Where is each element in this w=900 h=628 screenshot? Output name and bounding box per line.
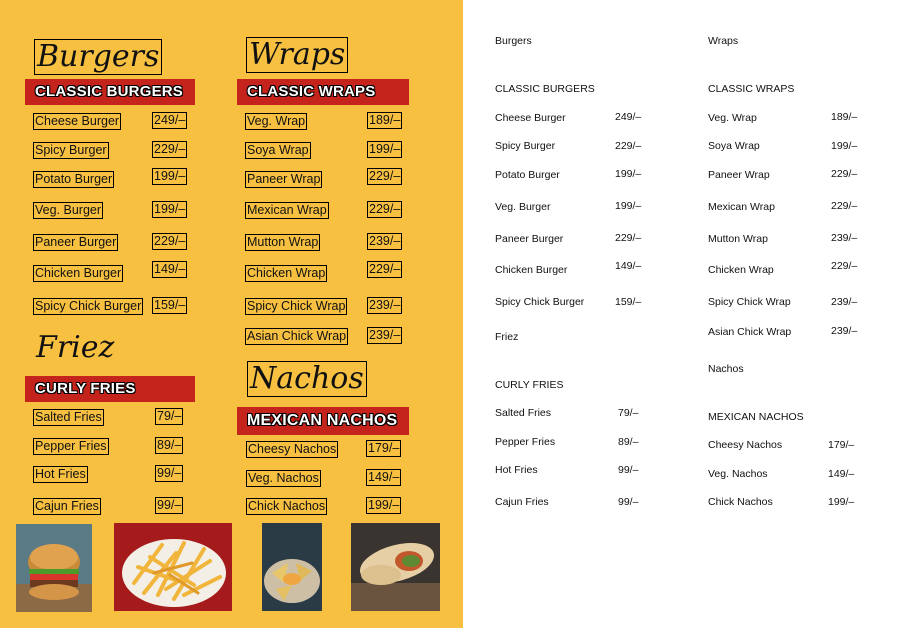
right-mexican-nachos-label: MEXICAN NACHOS <box>708 411 804 423</box>
curly-fries-banner <box>25 376 195 402</box>
right-burger-item-price: 199/– <box>615 168 642 180</box>
right-wrap-item-price: 229/– <box>831 200 858 212</box>
wrap-item-price: 199/– <box>369 142 401 156</box>
burger-item-price: 249/– <box>154 113 186 127</box>
burger-item-price: 229/– <box>154 142 186 156</box>
nachos-item-name: Veg. Nachos <box>248 471 319 485</box>
right-nachos-item-price: 179/– <box>828 439 855 451</box>
right-fries-item-name: Pepper Fries <box>495 436 556 448</box>
wrap-item-price: 189/– <box>369 113 401 127</box>
right-wrap-item-price: 229/– <box>831 260 858 272</box>
burger-item-name: Spicy Burger <box>35 143 107 157</box>
right-classic-burgers-label: CLASSIC BURGERS <box>495 83 595 95</box>
right-nachos-item-price: 149/– <box>828 468 855 480</box>
right-friez-title: Friez <box>495 331 519 343</box>
wrap-item-name: Mexican Wrap <box>247 203 327 217</box>
wrap-item-name: Paneer Wrap <box>247 172 321 186</box>
right-burger-item-price: 229/– <box>615 232 642 244</box>
fries-item-price: 99/– <box>157 498 182 512</box>
right-burger-item-price: 229/– <box>615 140 642 152</box>
wrap-item-name: Veg. Wrap <box>247 114 306 128</box>
wrap-photo <box>351 523 440 611</box>
right-wraps-title: Wraps <box>708 35 739 47</box>
right-wrap-item-name: Mexican Wrap <box>708 201 775 213</box>
right-curly-fries-label: CURLY FRIES <box>495 379 564 391</box>
classic-wraps-banner <box>237 79 409 105</box>
right-wrap-item-name: Soya Wrap <box>708 140 760 152</box>
right-fries-item-name: Salted Fries <box>495 407 552 419</box>
right-wrap-item-name: Paneer Wrap <box>708 169 770 181</box>
burger-item-name: Cheese Burger <box>35 114 120 128</box>
burger-photo <box>16 524 92 612</box>
wrap-item-price: 239/– <box>369 328 401 342</box>
wrap-item-name: Chicken Wrap <box>247 266 326 280</box>
burger-item-name: Chicken Burger <box>35 266 122 280</box>
burger-item-name: Potato Burger <box>35 172 113 186</box>
right-wrap-item-name: Mutton Wrap <box>708 233 768 245</box>
wrap-item-price: 239/– <box>369 234 401 248</box>
nachos-item-price: 149/– <box>368 470 400 484</box>
menu-page-right <box>463 0 900 628</box>
classic-wraps-label: CLASSIC WRAPS <box>247 83 376 100</box>
right-burger-item-name: Spicy Chick Burger <box>495 296 585 308</box>
burger-item-name: Spicy Chick Burger <box>35 299 142 313</box>
right-wrap-item-price: 239/– <box>831 232 858 244</box>
fries-item-name: Cajun Fries <box>35 499 99 513</box>
right-nachos-item-name: Veg. Nachos <box>708 468 768 480</box>
nachos-item-name: Cheesy Nachos <box>248 442 337 456</box>
right-burger-item-name: Paneer Burger <box>495 233 564 245</box>
burger-item-price: 229/– <box>154 234 186 248</box>
classic-burgers-banner <box>25 79 195 105</box>
right-nachos-item-name: Chick Nachos <box>708 496 773 508</box>
wraps-title: Wraps <box>246 37 348 73</box>
burger-item-name: Paneer Burger <box>35 235 117 249</box>
fries-item-price: 89/– <box>157 438 182 452</box>
right-burger-item-price: 249/– <box>615 111 642 123</box>
right-nachos-title: Nachos <box>708 363 744 375</box>
classic-burgers-label: CLASSIC BURGERS <box>35 83 184 100</box>
wrap-item-name: Mutton Wrap <box>247 235 319 249</box>
right-burger-item-price: 199/– <box>615 200 642 212</box>
fries-item-name: Hot Fries <box>35 467 86 481</box>
right-wrap-item-name: Asian Chick Wrap <box>708 326 792 338</box>
right-wrap-item-price: 229/– <box>831 168 858 180</box>
right-burger-item-name: Chicken Burger <box>495 264 568 276</box>
wrap-item-name: Spicy Chick Wrap <box>247 299 346 313</box>
right-fries-item-price: 89/– <box>618 436 639 448</box>
right-burger-item-price: 159/– <box>615 296 642 308</box>
burger-item-price: 199/– <box>154 169 186 183</box>
fries-item-name: Pepper Fries <box>35 439 107 453</box>
nachos-title: Nachos <box>247 361 367 397</box>
right-wrap-item-price: 239/– <box>831 325 858 337</box>
right-burger-item-name: Potato Burger <box>495 169 560 181</box>
wrap-item-price: 239/– <box>369 298 401 312</box>
right-nachos-item-name: Cheesy Nachos <box>708 439 783 451</box>
right-fries-item-name: Cajun Fries <box>495 496 549 508</box>
right-classic-wraps-label: CLASSIC WRAPS <box>708 83 795 95</box>
nachos-photo <box>262 523 322 611</box>
right-wrap-item-name: Chicken Wrap <box>708 264 774 276</box>
nachos-item-name: Chick Nachos <box>248 499 326 513</box>
right-burger-item-name: Spicy Burger <box>495 140 556 152</box>
right-wrap-item-name: Spicy Chick Wrap <box>708 296 791 308</box>
mexican-nachos-label: MEXICAN NACHOS <box>247 412 398 429</box>
right-wrap-item-name: Veg. Wrap <box>708 112 757 124</box>
burger-item-price: 159/– <box>154 298 186 312</box>
wrap-item-price: 229/– <box>369 169 401 183</box>
burger-item-price: 199/– <box>154 202 186 216</box>
right-fries-item-price: 99/– <box>618 496 639 508</box>
right-fries-item-name: Hot Fries <box>495 464 538 476</box>
right-wrap-item-price: 189/– <box>831 111 858 123</box>
fries-item-price: 99/– <box>157 466 182 480</box>
burger-item-name: Veg. Burger <box>35 203 102 217</box>
right-burgers-title: Burgers <box>495 35 532 47</box>
right-burger-item-name: Veg. Burger <box>495 201 551 213</box>
wrap-item-name: Soya Wrap <box>247 143 309 157</box>
fries-item-name: Salted Fries <box>35 410 102 424</box>
right-fries-item-price: 99/– <box>618 464 639 476</box>
right-burger-item-price: 149/– <box>615 260 642 272</box>
nachos-item-price: 179/– <box>368 441 400 455</box>
right-wrap-item-price: 199/– <box>831 140 858 152</box>
burgers-title: Burgers <box>34 39 162 75</box>
right-wrap-item-price: 239/– <box>831 296 858 308</box>
fries-photo <box>114 523 232 611</box>
wrap-item-price: 229/– <box>369 262 401 276</box>
fries-item-price: 79/– <box>157 409 182 423</box>
wrap-item-price: 229/– <box>369 202 401 216</box>
right-fries-item-price: 79/– <box>618 407 639 419</box>
wrap-item-name: Asian Chick Wrap <box>247 329 347 343</box>
mexican-nachos-banner <box>237 407 409 435</box>
right-nachos-item-price: 199/– <box>828 496 855 508</box>
curly-fries-label: CURLY FRIES <box>35 380 136 397</box>
right-burger-item-name: Cheese Burger <box>495 112 566 124</box>
nachos-item-price: 199/– <box>368 498 400 512</box>
burger-item-price: 149/– <box>154 262 186 276</box>
friez-title: Friez <box>36 330 115 365</box>
